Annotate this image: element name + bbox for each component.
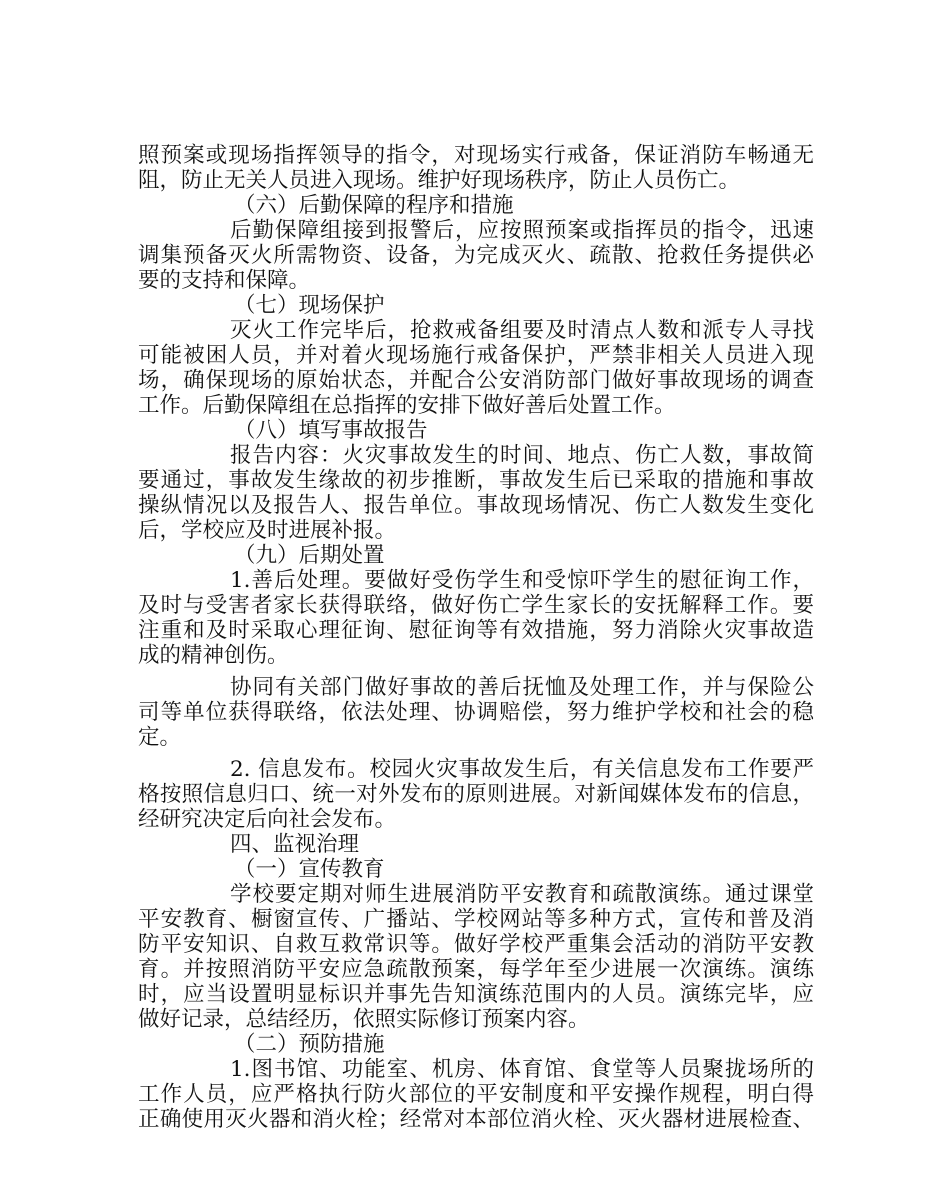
section-heading: （七）现场保护 xyxy=(234,293,385,318)
text-line: 2. 信息发布。校园火灾事故发生后，有关信息发布工作要严 xyxy=(230,757,814,782)
text-line: 灭火工作完毕后，抢救戒备组要及时清点人数和派专人寻找 xyxy=(230,318,814,343)
paragraph-gap xyxy=(138,750,814,757)
text-line: 调集预备灭火所需物资、设备，为完成灭火、疏散、抢救任务提供必 xyxy=(138,243,814,268)
text-line: 要的支持和保障。 xyxy=(138,268,311,293)
text-line: 阻，防止无关人员进入现场。维护好现场秩序，防止人员伤亡。 xyxy=(138,168,741,193)
text-line: 成的精神创伤。 xyxy=(138,643,289,668)
text-line: 照预案或现场指挥领导的指令，对现场实行戒备，保证消防车畅通无 xyxy=(138,143,814,168)
text-line: 正确使用灭火器和消火栓；经常对本部位消火栓、灭火器材进展检查、 xyxy=(138,1107,814,1132)
section-heading: （六）后勤保障的程序和措施 xyxy=(234,193,514,218)
text-line: 及时与受害者家长获得联络，做好伤亡学生家长的安抚解释工作。要 xyxy=(138,593,814,618)
document-page xyxy=(138,143,814,1132)
text-line: 工作人员，应严格执行防火部位的平安制度和平安操作规程，明白得 xyxy=(138,1082,814,1107)
section-heading: （九）后期处置 xyxy=(234,543,385,568)
text-line: 平安教育、橱窗宣传、广播站、学校网站等多种方式，宣传和普及消 xyxy=(138,907,814,932)
text-line: 操纵情况以及报告人、报告单位。事故现场情况、伤亡人数发生变化 xyxy=(138,493,814,518)
text-line: 后，学校应及时进展补报。 xyxy=(138,518,397,543)
text-line: 1.图书馆、功能室、机房、体育馆、食堂等人员聚拢场所的 xyxy=(230,1057,814,1082)
text-line: 时，应当设置明显标识并事先告知演练范围内的人员。演练完毕，应 xyxy=(138,982,814,1007)
text-line: 经研究决定后向社会发布。 xyxy=(138,807,397,832)
text-line: 定。 xyxy=(138,725,182,750)
text-line: 1.善后处理。要做好受伤学生和受惊吓学生的慰征询工作， xyxy=(230,568,814,593)
text-line: 格按照信息归口、统一对外发布的原则进展。对新闻媒体发布的信息， xyxy=(138,782,814,807)
text-line: 工作。后勤保障组在总指挥的安排下做好善后处置工作。 xyxy=(138,393,676,418)
text-line: 司等单位获得联络，依法处理、协调赔偿，努力维护学校和社会的稳 xyxy=(138,700,814,725)
section-heading: （二）预防措施 xyxy=(234,1032,385,1057)
text-line: 可能被困人员，并对着火现场施行戒备保护，严禁非相关人员进入现 xyxy=(138,343,814,368)
text-line: 场，确保现场的原始状态，并配合公安消防部门做好事故现场的调查 xyxy=(138,368,814,393)
text-line: 学校要定期对师生进展消防平安教育和疏散演练。通过课堂 xyxy=(230,882,814,907)
section-heading: （八）填写事故报告 xyxy=(234,418,428,443)
text-line: 协同有关部门做好事故的善后抚恤及处理工作，并与保险公 xyxy=(230,675,814,700)
text-line: 育。并按照消防平安应急疏散预案，每学年至少进展一次演练。演练 xyxy=(138,957,814,982)
text-line: 后勤保障组接到报警后，应按照预案或指挥员的指令，迅速 xyxy=(230,218,814,243)
section-heading: （一）宣传教育 xyxy=(234,857,385,882)
text-line: 注重和及时采取心理征询、慰征询等有效措施，努力消除火灾事故造 xyxy=(138,618,814,643)
text-line: 四、监视治理 xyxy=(230,832,360,857)
paragraph-gap xyxy=(138,668,814,675)
text-line: 防平安知识、自救互救常识等。做好学校严重集会活动的消防平安教 xyxy=(138,932,814,957)
text-line: 报告内容：火灾事故发生的时间、地点、伤亡人数，事故简 xyxy=(230,443,814,468)
text-line: 做好记录，总结经历，依照实际修订预案内容。 xyxy=(138,1007,590,1032)
text-line: 要通过，事故发生缘故的初步推断，事故发生后已采取的措施和事故 xyxy=(138,468,814,493)
